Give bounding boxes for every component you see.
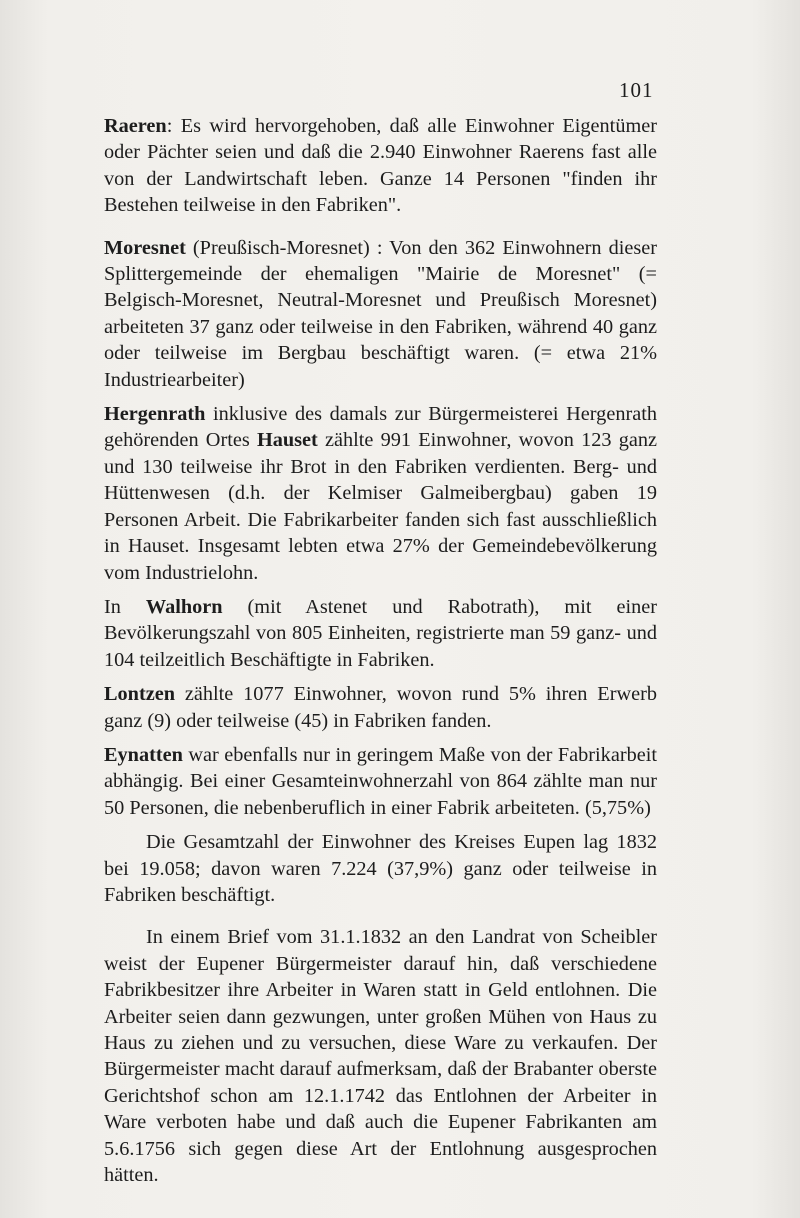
paragraph-moresnet (104, 235, 657, 393)
paragraph-eynatten-text: war ebenfalls nur in geringem Maße von der Fabrikarbeit abhängig. Bei einer Gesamteinwohnerzahl von 864 zählte man nur 50 Personen, die nebenberuflich in einer Fabrik arbeiteten. (5,75%) (104, 743, 657, 819)
keyword-hergenrath: Hergenrath (104, 403, 206, 426)
keyword-moresnet: Moresnet (104, 236, 186, 259)
keyword-raeren: Raeren (104, 115, 167, 137)
paragraph-raeren (104, 113, 657, 219)
paragraph-lontzen (104, 681, 657, 734)
keyword-lontzen: Lontzen (104, 683, 175, 706)
paragraph-brief: In einem Brief vom 31.1.1832 an den Landrat von Scheibler weist der Eupener Bürgermeister darauf hin, daß verschiedene Fabrikbesitzer ihre Arbeiter in Waren statt in Geld entlohnen. Die Arbeiter seien dann gezwungen, unter großen Mühen von Haus zu Haus zu ziehen und zu versuchen, diese Ware zu verkaufen. Der Bürgermeister macht darauf aufmerksam, daß der Brabanter oberste Gerichtshof schon am 12.1.1742 das Entlohnen der Arbeiter in Ware verboten habe und daß auch die Eupener Fabrikanten am 5.6.1756 sich gegen diese Art der Entlohnung ausgesprochen hätten. (104, 926, 657, 1187)
page-number: 101 (619, 78, 654, 102)
paragraph-eynatten (104, 742, 657, 821)
paragraph-kreis-eupen: Die Gesamtzahl der Einwohner des Kreises Eupen lag 1832 bei 19.058; davon waren 7.224 (37,9%) ganz oder teilweise in Fabriken beschäftigt. (104, 831, 657, 906)
keyword-hauset: Hauset (256, 429, 318, 452)
paragraph-raeren-text: : Es wird hervorgehoben, daß alle Einwohner Eigentümer oder Pächter seien und daß die 2.940 Einwohner Raerens fast alle von der Landwirtschaft leben. Ganze 14 Personen "finden ihr Bestehen teilweise in den Fabriken". (104, 115, 657, 217)
paragraph-walhorn-prefix: In (104, 595, 146, 618)
paragraph-lontzen-text: zählte 1077 Einwohner, wovon rund 5% ihren Erwerb ganz (9) oder teilweise (45) in Fabriken fanden. (104, 683, 657, 732)
keyword-eynatten: Eynatten (104, 743, 183, 766)
paragraph-moresnet-text: (Preußisch-Moresnet) : Von den 362 Einwohnern dieser Splittergemeinde der ehemaligen "Mairie de Moresnet" (= Belgisch-Moresnet, Neutral-Moresnet und Preußisch Moresnet) arbeiteten 37 ganz oder teilweise in den Fabriken, während 40 ganz oder teilweise im Bergbau beschäftigt waren. (= etwa 21% Industriearbeiter) (104, 236, 657, 391)
paragraph-walhorn-text: (mit Astenet und Rabotrath), mit einer Bevölkerungszahl von 805 Einheiten, registrierte man 59 ganz- und 104 teilzeitlich Beschäftigte in Fabriken. (104, 595, 657, 671)
paragraph-hergenrath (104, 401, 657, 586)
paragraph-hergenrath-text-b: zählte 991 Einwohner, wovon 123 ganz und 130 teilweise ihr Brot in den Fabriken verdienten. Berg- und Hüttenwesen (d.h. der Kelmiser Galmeibergbau) gaben 19 Personen Arbeit. Die Fabrikarbeiter fanden sich fast ausschließlich in Hauset. Insgesamt lebten etwa 27% der Gemeindebevölkerung vom Industrielohn. (104, 429, 657, 584)
keyword-walhorn: Walhorn (145, 595, 223, 618)
paragraph-walhorn (104, 594, 657, 673)
paragraph-hergenrath-text-a: inklusive des damals zur Bürgermeisterei Hergenrath gehörenden Ortes (104, 403, 657, 452)
body-text (104, 113, 657, 1188)
